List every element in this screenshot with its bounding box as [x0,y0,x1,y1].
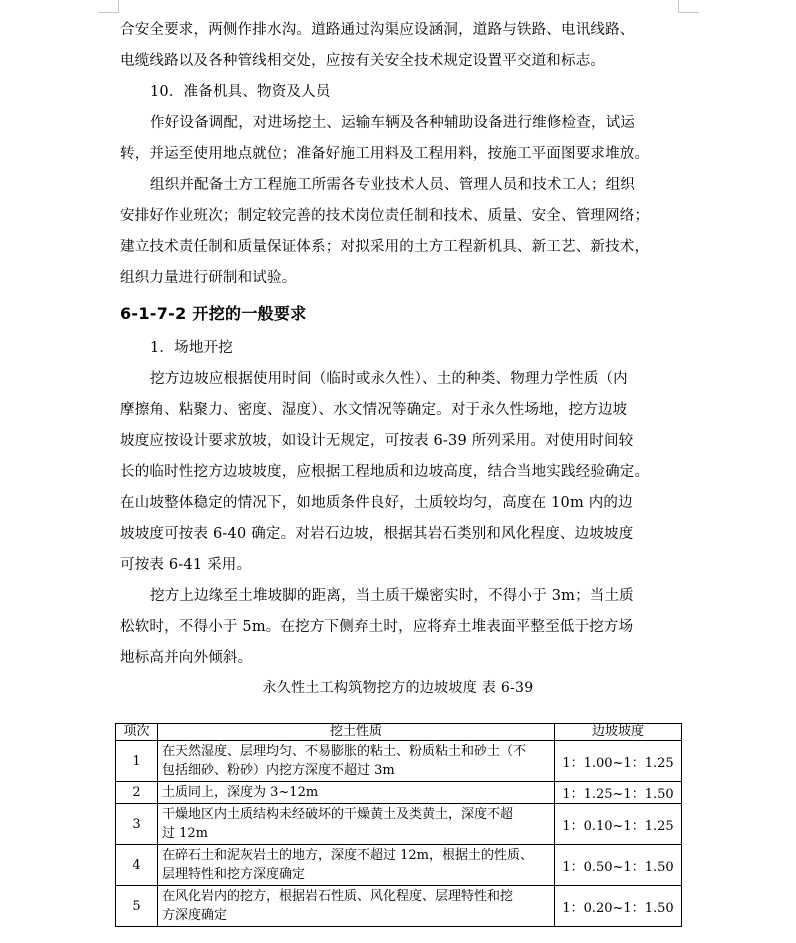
text-line: 作好设备调配，对进场挖土、运输车辆及各种辅助设备进行维修检查，试运 [150,115,636,131]
row-slope: 1：0.50~1：1.50 [555,845,682,886]
desc-line: 在天然湿度、层理均匀、不易膨胀的粘土、粉质粘土和砂土（不 [162,744,527,759]
table-row [116,804,682,845]
list-item-1: 1．场地开挖 [150,340,233,356]
header-item-no: 项次 [116,724,158,741]
text-line: 坡度应按设计要求放坡，如设计无规定，可按表 6-39 所列采用。对使用时间较 [120,433,634,449]
table-header-row [116,724,682,741]
text-line: 在山坡整体稳定的情况下，如地质条件良好，土质较均匀，高度在 10m 内的边 [120,495,633,511]
paragraph-spoil-distance [120,581,676,674]
table-title: 永久性土工构筑物挖方的边坡坡度 表 6-39 [262,680,534,696]
text-line: 挖方上边缘至土堆坡脚的距离，当土质干燥密实时，不得小于 3m；当土质 [150,588,634,604]
table-row [116,741,682,782]
desc-line: 干燥地区内土质结构未经破坏的干燥黄土及类黄土，深度不超 [162,807,514,822]
row-description [158,804,555,845]
desc-line: 方深度确定 [162,908,228,923]
text-line: 组织力量进行研制和试验。 [120,270,297,286]
text-line: 组织并配备土方工程施工所需各专业技术人员、管理人员和技术工人；组织 [150,177,636,193]
text-line: 电缆线路以及各种管线相交处，应按有关安全技术规定设置平交道和标志。 [120,53,606,69]
row-description: 土质同上，深度为 3~12m [158,782,555,804]
page-corner-mark-right [678,0,699,13]
text-line: 转，并运至使用地点就位；准备好施工用料及工程用料，按施工平面图要求堆放。 [120,146,650,162]
table-row [116,845,682,886]
row-slope: 1：1.00~1：1.25 [555,741,682,782]
row-no: 3 [116,804,158,845]
row-no: 5 [116,886,158,927]
row-no: 2 [116,782,158,804]
desc-line: 过 12m [162,826,209,841]
row-no: 1 [116,741,158,782]
table-row [116,886,682,927]
desc-line: 层理特性和挖方深度确定 [162,867,306,882]
header-soil-nature: 挖土性质 [158,724,555,741]
slope-table [115,723,682,927]
page-corner-mark-left [98,0,119,13]
header-slope: 边坡坡度 [555,724,682,741]
paragraph-slope-rules [120,364,676,581]
text-line: 建立技术责任制和质量保证体系；对拟采用的土方工程新机具、新工艺、新技术， [120,239,650,255]
row-description [158,845,555,886]
desc-line: 在风化岩内的挖方，根据岩石性质、风化程度、层理特性和挖 [162,889,514,904]
row-description [158,886,555,927]
text-line: 长的临时性挖方边坡坡度，应根据工程地质和边坡高度，结合当地实践经验确定。 [120,464,650,480]
text-line: 挖方边坡应根据使用时间（临时或永久性）、土的种类、物理力学性质（内 [150,371,628,387]
section-heading: 6-1-7-2 开挖的一般要求 [120,304,307,323]
row-slope: 1：0.20~1：1.50 [555,886,682,927]
text-line: 合安全要求，两侧作排水沟。道路通过沟渠应设涵洞，道路与铁路、电讯线路、 [120,22,635,38]
paragraph-personnel [120,170,676,294]
text-line: 地标高并向外倾斜。 [120,650,253,666]
list-item-10: 10．准备机具、物资及人员 [150,84,331,100]
desc-line: 包括细砂、粉砂）内挖方深度不超过 3m [162,763,395,778]
row-slope: 1：0.10~1：1.25 [555,804,682,845]
desc-line: 在碎石土和泥灰岩土的地方，深度不超过 12m，根据土的性质、 [162,848,534,863]
text-line: 坡坡度可按表 6-40 确定。对岩石边坡，根据其岩石类别和风化程度、边坡坡度 [120,526,634,542]
text-line: 安排好作业班次；制定较完善的技术岗位责任制和技术、质量、安全、管理网络； [120,208,650,224]
paragraph-equipment [120,108,676,170]
paragraph-road-safety [120,15,676,77]
row-no: 4 [116,845,158,886]
document-page [120,15,676,701]
table-row [116,782,682,804]
text-line: 松软时，不得小于 5m。在挖方下侧弃土时，应将弃土堆表面平整至低于挖方场 [120,619,634,635]
row-slope: 1：1.25~1：1.50 [555,782,682,804]
text-line: 摩擦角、粘聚力、密度、湿度）、水文情况等确定。对于永久性场地，挖方边坡 [120,402,628,418]
row-description [158,741,555,782]
text-line: 可按表 6-41 采用。 [120,557,252,573]
